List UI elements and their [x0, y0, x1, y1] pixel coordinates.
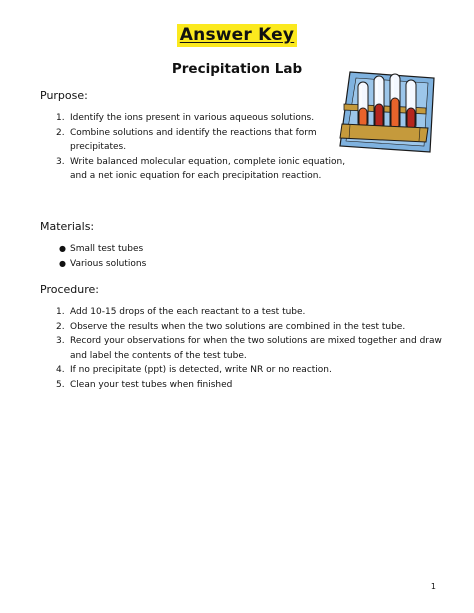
list-number: 1. — [56, 307, 65, 317]
lab-subtitle: Precipitation Lab — [171, 61, 303, 77]
list-text: and label the contents of the test tube. — [70, 350, 247, 361]
procedure-heading: Procedure: — [40, 283, 99, 296]
list-text: If no precipitate (ppt) is detected, write NR or no reaction. — [70, 365, 332, 376]
list-item — [40, 155, 345, 184]
materials-list — [40, 242, 146, 271]
list-text: Clean your test tubes when finished — [70, 379, 233, 390]
list-item — [40, 363, 442, 378]
list-text: Add 10-15 drops of the each reactant to a test tube. — [70, 307, 306, 317]
list-text: Various solutions — [70, 258, 147, 269]
list-text: Identify the ions present in various aqueous solutions. — [70, 113, 315, 123]
list-number: 4. — [56, 365, 65, 376]
list-item — [40, 111, 345, 126]
title-container — [0, 24, 474, 47]
test-tubes-clipart-icon — [334, 68, 436, 156]
list-number: 2. — [56, 127, 65, 138]
page-title: Answer Key — [177, 24, 297, 47]
list-text: Write balanced molecular equation, complete ionic equation, — [70, 156, 346, 167]
purpose-list — [40, 111, 345, 184]
list-text: Observe the results when the two solutions are combined in the test tube. — [70, 321, 406, 332]
list-text: Combine solutions and identify the reactions that form — [70, 127, 317, 138]
list-item — [40, 257, 146, 272]
list-item — [40, 305, 442, 320]
list-item — [40, 320, 442, 335]
list-text: precipitates. — [70, 142, 127, 153]
bullet-icon: ● — [59, 244, 66, 253]
purpose-heading: Purpose: — [40, 89, 88, 102]
list-item — [40, 334, 442, 363]
list-text: Record your observations for when the two solutions are mixed together and draw — [70, 336, 442, 347]
page-number: 1 — [430, 582, 436, 591]
list-number: 2. — [56, 321, 65, 332]
materials-heading: Materials: — [40, 220, 95, 233]
list-item — [40, 242, 146, 257]
list-text: Small test tubes — [70, 244, 144, 254]
list-text: and a net ionic equation for each precipitation reaction. — [70, 171, 322, 182]
bullet-icon: ● — [59, 258, 66, 268]
list-number: 5. — [56, 379, 65, 390]
list-number: 1. — [56, 113, 65, 123]
list-number: 3. — [56, 336, 65, 347]
procedure-list — [40, 305, 442, 393]
list-item — [40, 126, 345, 155]
list-number: 3. — [56, 156, 65, 167]
list-item — [40, 378, 442, 393]
